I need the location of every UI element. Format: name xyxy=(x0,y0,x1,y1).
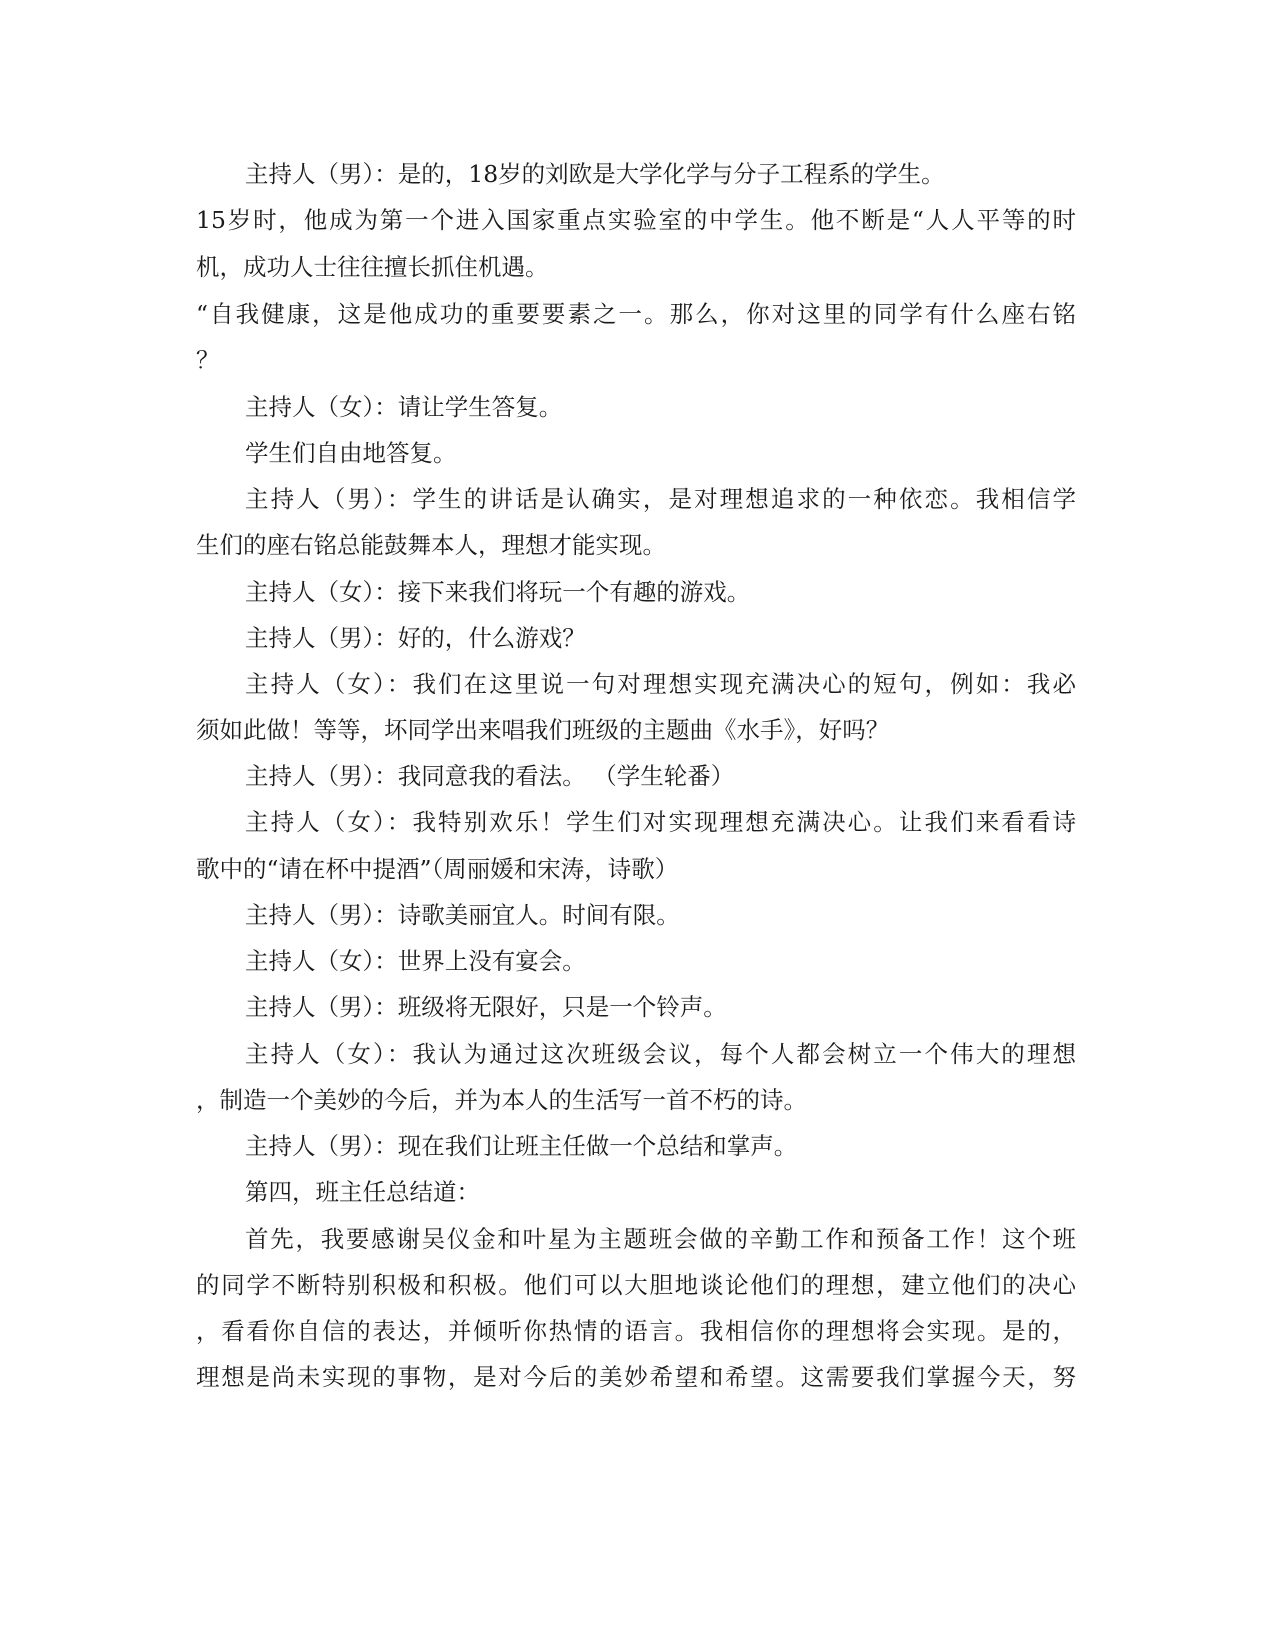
text-line: 主持人（女）：接下来我们将玩一个有趣的游戏。 xyxy=(245,578,751,606)
text-line: 须如此做！等等，坏同学出来唱我们班级的主题曲《水手》，好吗？ xyxy=(196,716,890,744)
text-line: 第四，班主任总结道： xyxy=(245,1178,480,1206)
text-line: 主持人（男）：我同意我的看法。 （学生轮番） xyxy=(245,762,735,790)
text-line: ，制造一个美妙的今后，并为本人的生活写一首不朽的诗。 xyxy=(196,1086,807,1114)
text-line: 歌中的“请在杯中提酒”（周丽媛和宋涛，诗歌） xyxy=(196,855,679,883)
text-line: 主持人（男）：学生的讲话是认确实，是对理想追求的一种依恋。我相信学 xyxy=(245,485,1076,513)
text-line: “自我健康，这是他成功的重要要素之一。那么，你对这里的同学有什么座右铭 xyxy=(196,300,1076,328)
text-line: 15岁时，他成为第一个进入国家重点实验室的中学生。他不断是“人人平等的时 xyxy=(196,206,1076,234)
text-line: 首先，我要感谢吴仪金和叶星为主题班会做的辛勤工作和预备工作！这个班 xyxy=(245,1225,1076,1253)
text-line: 主持人（女）：我认为通过这次班级会议，每个人都会树立一个伟大的理想 xyxy=(245,1040,1076,1068)
text-line: 的同学不断特别积极和积极。他们可以大胆地谈论他们的理想，建立他们的决心 xyxy=(196,1271,1076,1299)
text-line: 主持人（男）：是的，18岁的刘欧是大学化学与分子工程系的学生。 xyxy=(245,160,945,188)
text-line: 主持人（女）：世界上没有宴会。 xyxy=(245,947,586,975)
text-line: 主持人（男）：好的，什么游戏？ xyxy=(245,624,586,652)
text-line: 主持人（男）：班级将无限好，只是一个铃声。 xyxy=(245,993,727,1021)
text-line: 机，成功人士往往擅长抓住机遇。 xyxy=(196,253,549,281)
text-line: 生们的座右铭总能鼓舞本人，理想才能实现。 xyxy=(196,531,666,559)
text-line: ？ xyxy=(196,346,220,374)
text-line: 主持人（女）：我们在这里说一句对理想实现充满决心的短句，例如：我必 xyxy=(245,670,1076,698)
text-line: ，看看你自信的表达，并倾听你热情的语言。我相信你的理想将会实现。是的， xyxy=(196,1317,1076,1345)
text-line: 主持人（男）：现在我们让班主任做一个总结和掌声。 xyxy=(245,1132,798,1160)
text-line: 学生们自由地答复。 xyxy=(245,439,457,467)
text-line: 主持人（女）：我特别欢乐！学生们对实现理想充满决心。让我们来看看诗 xyxy=(245,808,1076,836)
text-line: 主持人（女）：请让学生答复。 xyxy=(245,393,563,421)
text-line: 理想是尚未实现的事物，是对今后的美妙希望和希望。这需要我们掌握今天，努 xyxy=(196,1363,1076,1391)
text-line: 主持人（男）：诗歌美丽宜人。时间有限。 xyxy=(245,901,680,929)
